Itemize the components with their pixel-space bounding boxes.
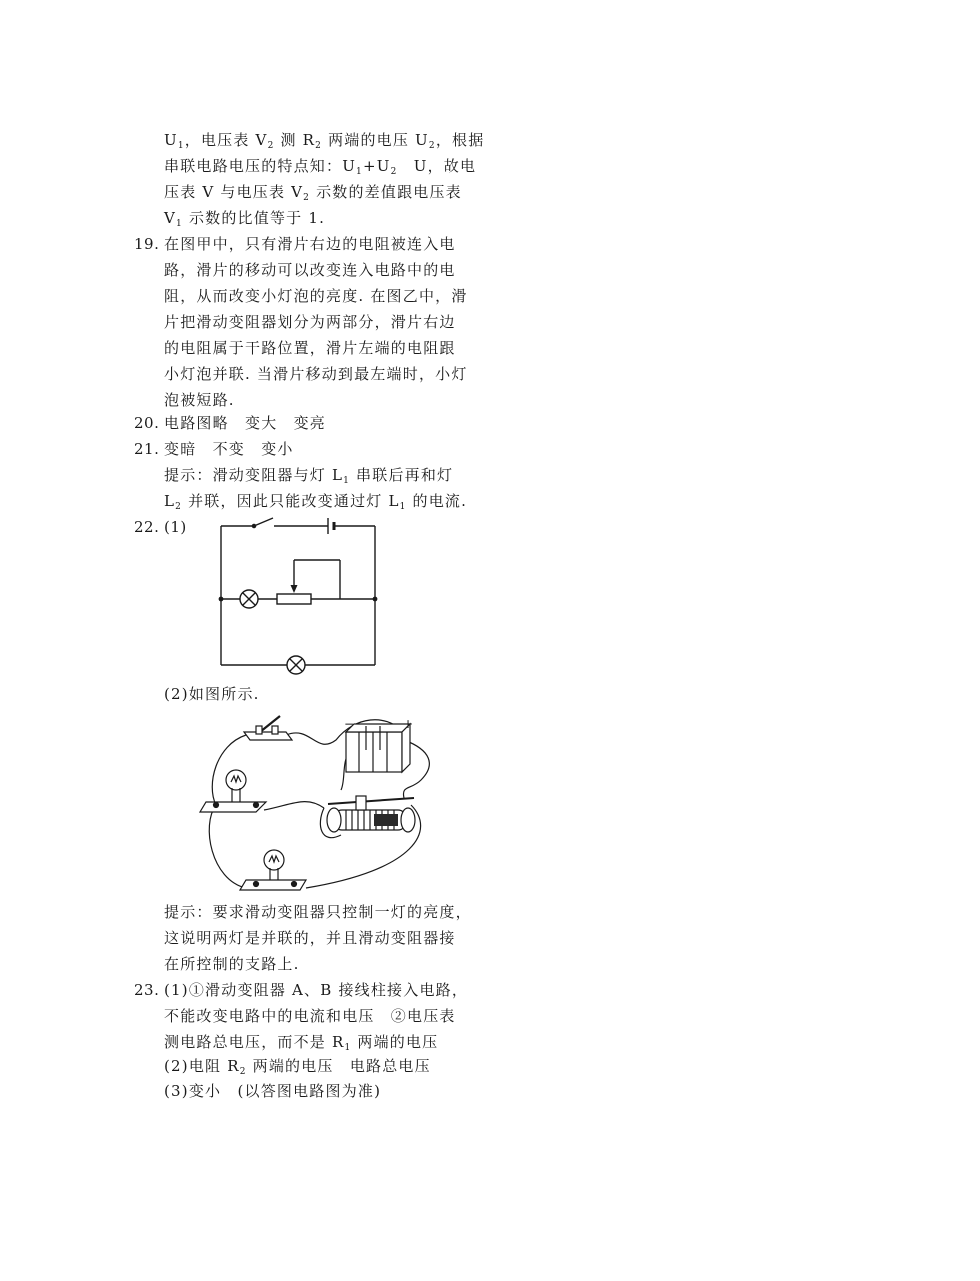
bulb-icon	[264, 850, 284, 870]
battery-plus-label: +	[403, 717, 414, 731]
text-line: 的电阻属于干路位置，滑片左端的电阻跟	[164, 339, 456, 357]
text-line: $V_1$ 示数的比值等于 1.	[164, 209, 326, 229]
hint-line: 提示：要求滑动变阻器只控制一灯的亮度，	[164, 903, 472, 921]
item-number: 22.	[134, 518, 160, 536]
text-line: (2)电阻 $R_2$ 两端的电压 电路总电压	[164, 1057, 431, 1077]
battery-minus-label: −	[344, 717, 355, 731]
text-line: $U_1$，电压表 $V_2$ 测 $R_2$ 两端的电压 $U_2$，根据	[164, 131, 485, 151]
text-line: (1)①滑动变阻器 A、B 接线柱接入电路，	[164, 981, 469, 999]
text-line: 压表 V 与电压表 $V_2$ 示数的差值跟电压表	[164, 183, 462, 203]
hint-line: $L_2$ 并联，因此只能改变通过灯 $L_1$ 的电流.	[164, 492, 468, 512]
bulb-icon	[226, 770, 246, 790]
text-line: 片把滑动变阻器划分为两部分，滑片右边	[164, 313, 456, 331]
switch-base	[244, 732, 292, 740]
text-line: 电路图略 变大 变亮	[164, 414, 327, 432]
text-line: 变暗 不变 变小	[164, 440, 294, 458]
battery-icon	[346, 732, 402, 772]
hint-line: 这说明两灯是并联的，并且滑动变阻器接	[164, 929, 456, 947]
wire	[209, 805, 246, 888]
item-number: 21.	[134, 440, 160, 458]
text-line: 在图甲中，只有滑片右边的电阻被连入电	[164, 235, 456, 253]
text-line: 小灯泡并联. 当滑片移动到最左端时，小灯	[164, 365, 468, 383]
slider-arrow-icon	[291, 585, 298, 593]
text-line: (3)变小 (以答图电路图为准)	[164, 1082, 382, 1100]
junction-dot	[219, 597, 224, 602]
wire	[264, 802, 324, 810]
junction-dot	[373, 597, 378, 602]
part-label: (2)如图所示.	[164, 685, 260, 703]
item-number: 20.	[134, 414, 160, 432]
text-line: 测电路总电压，而不是 $R_1$ 两端的电压	[164, 1033, 439, 1053]
circuit-diagram	[210, 515, 385, 675]
text-line: 串联电路电压的特点知：$U_1+U_2$ U，故电	[164, 157, 477, 177]
hint-line: 提示：滑动变阻器与灯 $L_1$ 串联后再和灯	[164, 466, 454, 486]
item-number: 23.	[134, 981, 160, 999]
rheostat-coil	[374, 814, 398, 826]
part-label: (1)	[164, 518, 187, 536]
rheostat-slider	[356, 796, 366, 810]
wire	[212, 735, 246, 805]
hint-line: 在所控制的支路上.	[164, 955, 300, 973]
text-line: 路，滑片的移动可以改变连入电路中的电	[164, 261, 456, 279]
text-line: 泡被短路.	[164, 391, 235, 409]
item-number: 19.	[134, 235, 160, 253]
text-line: 阻，从而改变小灯泡的亮度. 在图乙中，滑	[164, 287, 468, 305]
rheostat-icon	[277, 594, 311, 604]
switch-icon	[254, 518, 273, 526]
text-line: 不能改变电路中的电流和电压 ②电压表	[164, 1007, 456, 1025]
physical-circuit-illustration	[196, 710, 446, 900]
